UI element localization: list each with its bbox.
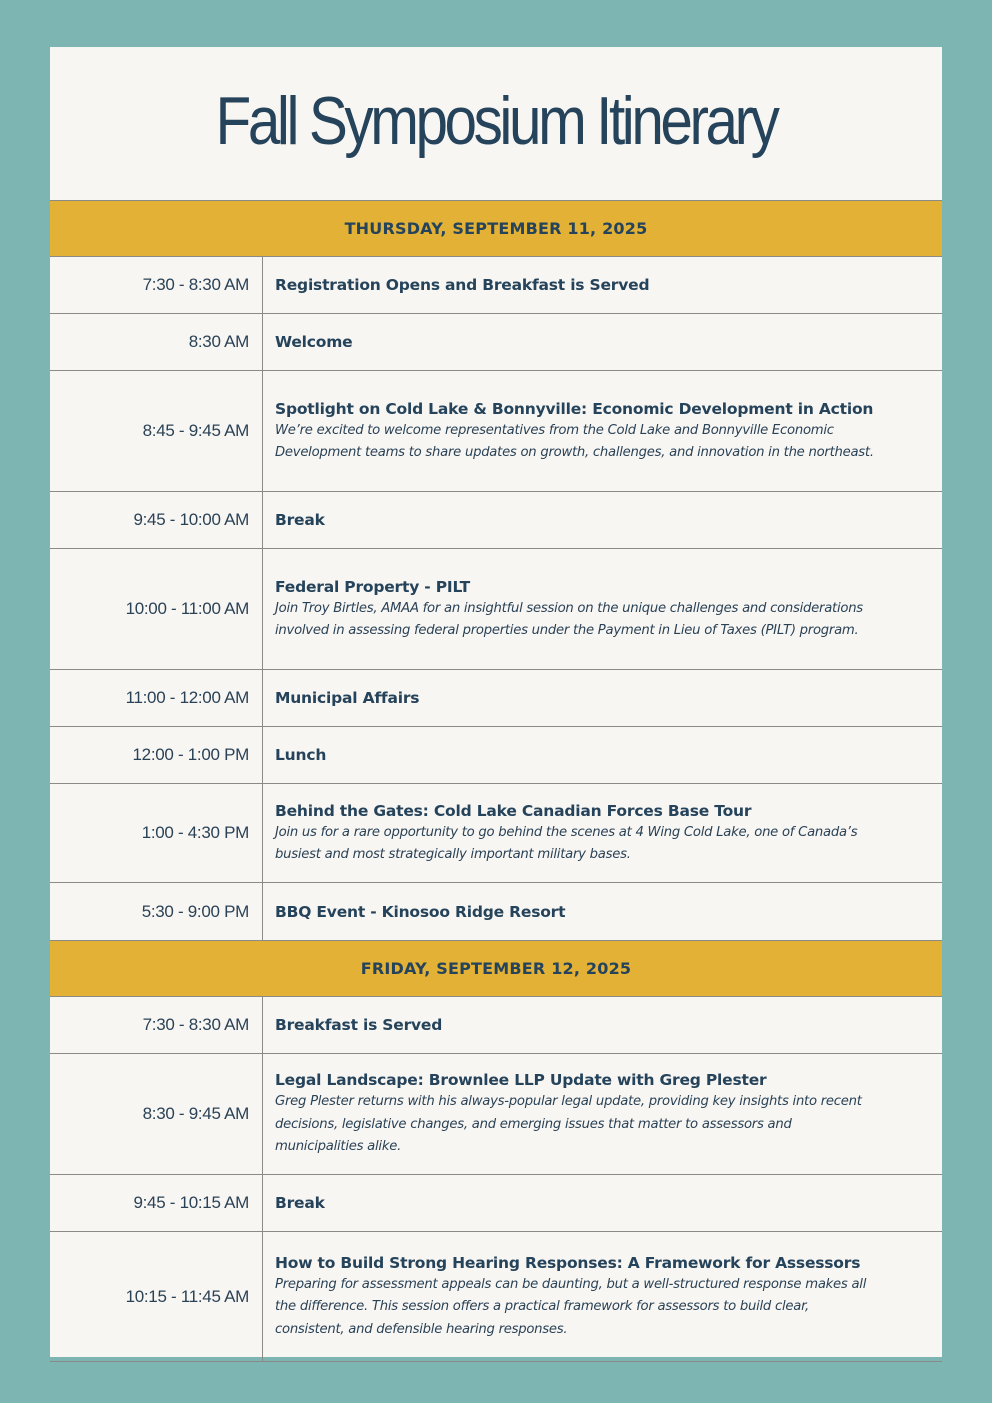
session-title: Legal Landscape: Brownlee LLP Update with Greg Plester — [275, 1071, 767, 1090]
session-title: How to Build Strong Hearing Responses: A Framework for Assessors — [275, 1253, 861, 1272]
session-content — [263, 371, 942, 491]
schedule-row — [50, 371, 942, 492]
session-time: 10:00 - 11:00 AM — [50, 549, 263, 669]
session-content — [263, 883, 942, 940]
schedule-row — [50, 257, 942, 314]
session-content — [263, 492, 942, 548]
session-time: 9:45 - 10:00 AM — [50, 492, 263, 548]
session-time: 8:45 - 9:45 AM — [50, 371, 263, 491]
session-title: Lunch — [275, 746, 327, 764]
schedule-row — [50, 549, 942, 670]
session-title: Behind the Gates: Cold Lake Canadian Forces Base Tour — [275, 801, 752, 820]
session-time: 7:30 - 8:30 AM — [50, 997, 263, 1053]
session-content — [263, 670, 942, 726]
session-content — [263, 1054, 942, 1174]
session-time: 11:00 - 12:00 AM — [50, 670, 263, 726]
schedule-row — [50, 727, 942, 784]
session-time: 7:30 - 8:30 AM — [50, 257, 263, 313]
session-description: Greg Plester returns with his always-popular legal update, providing key insights into recent decisions, legislative changes, and emerging issues that matter to assessors and municipalities alike. — [275, 1094, 862, 1155]
session-title: BBQ Event - Kinosoo Ridge Resort — [275, 902, 566, 921]
session-content — [263, 727, 942, 783]
session-title: Break — [275, 511, 325, 529]
session-title: Federal Property - PILT — [275, 577, 470, 596]
session-title: Municipal Affairs — [275, 689, 420, 707]
session-time: 10:15 - 11:45 AM — [50, 1232, 263, 1361]
session-description: Preparing for assessment appeals can be daunting, but a well-structured response makes all the difference. This session offers a practical framework for assessors to build clear, consistent, and defensible hearing responses. — [275, 1276, 867, 1337]
day-header-thursday: THURSDAY, SEPTEMBER 11, 2025 — [50, 200, 942, 257]
session-content — [263, 1232, 942, 1361]
session-content — [263, 257, 942, 313]
schedule-row — [50, 997, 942, 1054]
session-title: Breakfast is Served — [275, 1016, 443, 1034]
schedule-row — [50, 883, 942, 940]
schedule-row — [50, 784, 942, 883]
schedule-row — [50, 1175, 942, 1232]
session-description: Join Troy Birtles, AMAA for an insightful session on the unique challenges and considerations involved in assessing federal properties under the Payment in Lieu of Taxes (PILT) program. — [275, 600, 863, 638]
schedule-row — [50, 1054, 942, 1175]
day-header-friday: FRIDAY, SEPTEMBER 12, 2025 — [50, 940, 942, 997]
session-time: 1:00 - 4:30 PM — [50, 784, 263, 882]
itinerary-page — [50, 47, 942, 1357]
schedule-row — [50, 492, 942, 549]
session-title: Welcome — [275, 333, 353, 351]
session-time: 8:30 - 9:45 AM — [50, 1054, 263, 1174]
session-title: Break — [275, 1194, 325, 1212]
session-time: 9:45 - 10:15 AM — [50, 1175, 263, 1231]
session-content — [263, 784, 942, 882]
session-content — [263, 549, 942, 669]
schedule-row — [50, 314, 942, 371]
session-time: 12:00 - 1:00 PM — [50, 727, 263, 783]
session-time: 8:30 AM — [50, 314, 263, 370]
session-content — [263, 997, 942, 1053]
session-title: Spotlight on Cold Lake & Bonnyville: Economic Development in Action — [275, 399, 874, 418]
session-description: Join us for a rare opportunity to go behind the scenes at 4 Wing Cold Lake, one of Canada’s busiest and most strategically important military bases. — [275, 824, 858, 862]
session-title: Registration Opens and Breakfast is Served — [275, 276, 650, 294]
session-content — [263, 314, 942, 370]
schedule-row — [50, 670, 942, 727]
session-time: 5:30 - 9:00 PM — [50, 883, 263, 940]
session-content — [263, 1175, 942, 1231]
session-description: We’re excited to welcome representatives from the Cold Lake and Bonnyville Economic Development teams to share updates on growth, challenges, and innovation in the northeast. — [275, 422, 874, 460]
schedule-row — [50, 1232, 942, 1362]
page-title: Fall Symposium Itinerary — [215, 82, 777, 159]
